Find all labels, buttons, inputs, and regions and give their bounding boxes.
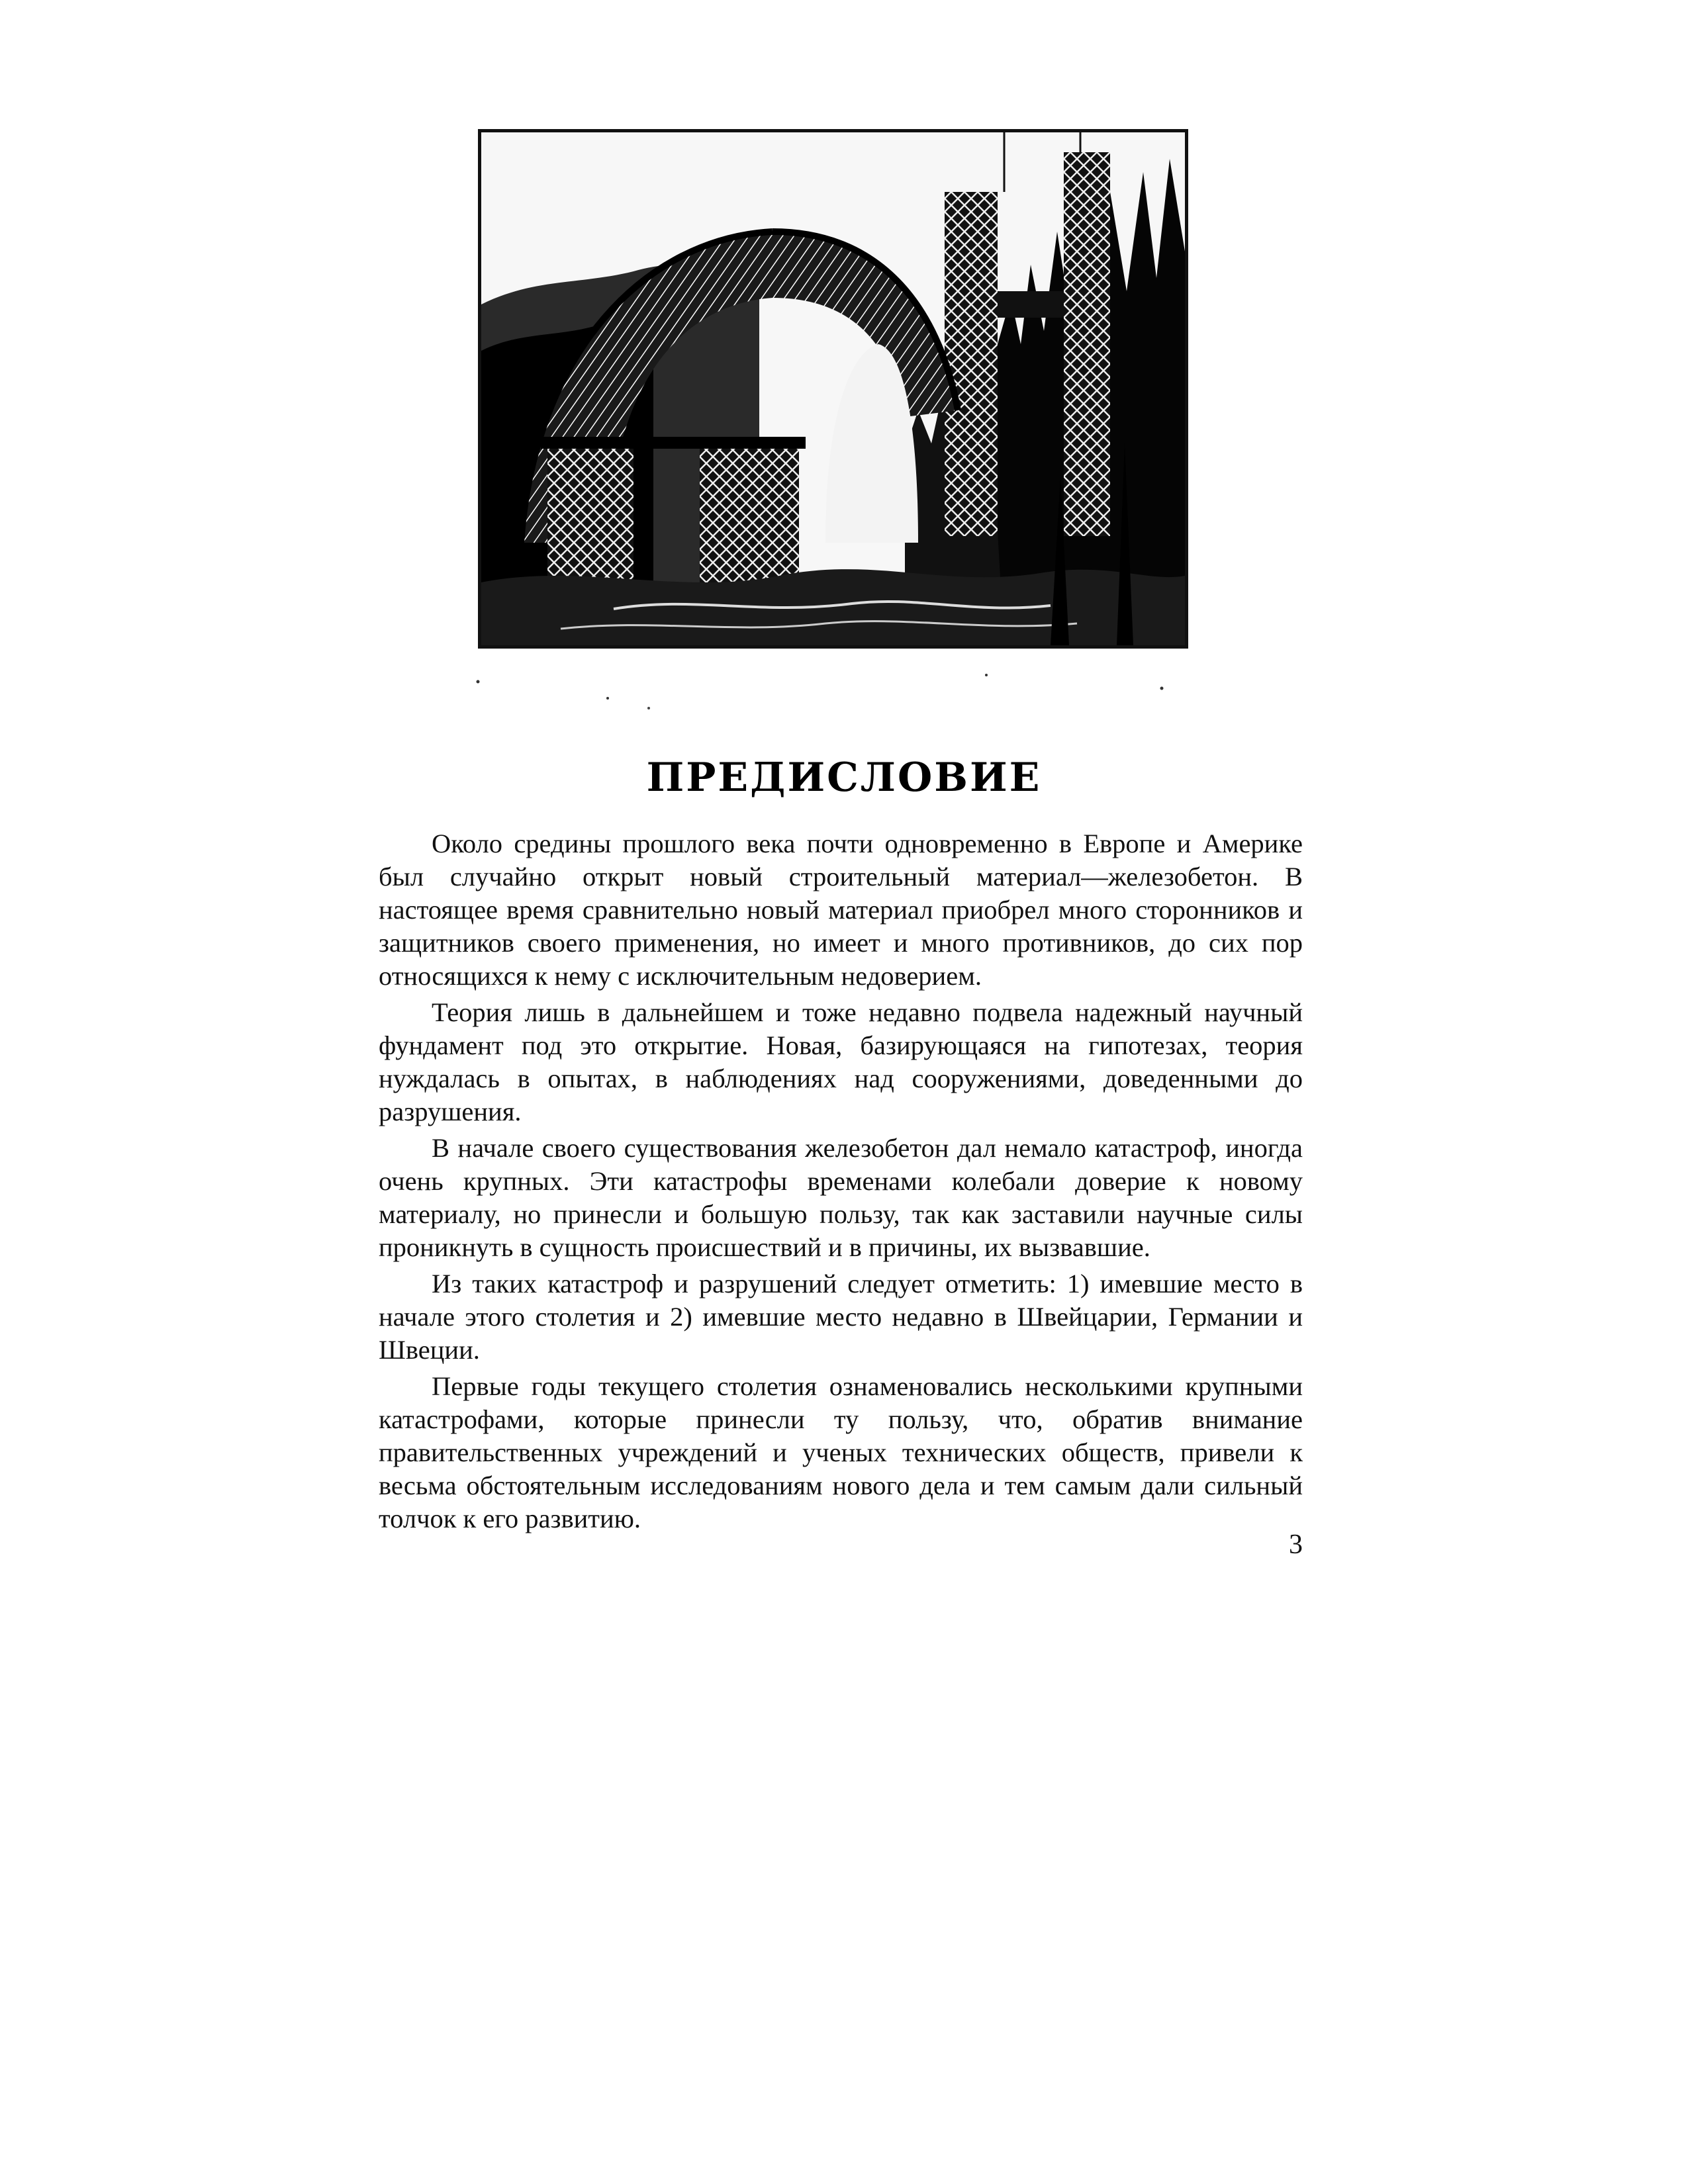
paragraph: В начале своего существования железобетон дал немало катастроф, иногда очень крупных. Эти катастрофы временами колебали доверие к новому материалу, но принесли и большую пользу, так как заставили научные силы проникнуть в сущность происшествий и в причины, их вызвавшие. [379,1133,1303,1262]
bridge-construction-illustration [478,129,1188,649]
page-number: 3 [1289,1529,1303,1560]
page-title: ПРЕДИСЛОВИЕ [646,754,1042,801]
body-text [379,827,1303,1539]
paragraph: Около средины прошлого века почти одновременно в Европе и Америке был случайно открыт новый строительный материал—железобетон. В настоящее время сравнительно новый материал приобрел много сторонников и защитников своего применения, но имеет и много противников, до сих пор относящихся к нему с исключительным недоверием. [379,829,1303,991]
scan-specks [463,662,1192,721]
paragraph: Из таких катастроф и разрушений следует отметить: 1) имевшие место в начале этого столетия и 2) имевшие место недавно в Швейцарии, Германии и Швеции. [379,1269,1303,1365]
paragraph: Теория лишь в дальнейшем и тоже недавно подвела надежный научный фундамент под это открытие. Новая, базирующаяся на гипотезах, теория нуждалась в опытах, в наблюдениях над сооружениями, доведенными до разрушения. [379,997,1303,1126]
paragraph: Первые годы текущего столетия ознаменовались несколькими крупными катастрофами, которые принесли ту пользу, что, обратив внимание правительственных учреждений и ученых технических обществ, привели к весьма обстоятельным исследованиям нового дела и тем самым дали сильный толчок к его развитию. [379,1371,1303,1533]
